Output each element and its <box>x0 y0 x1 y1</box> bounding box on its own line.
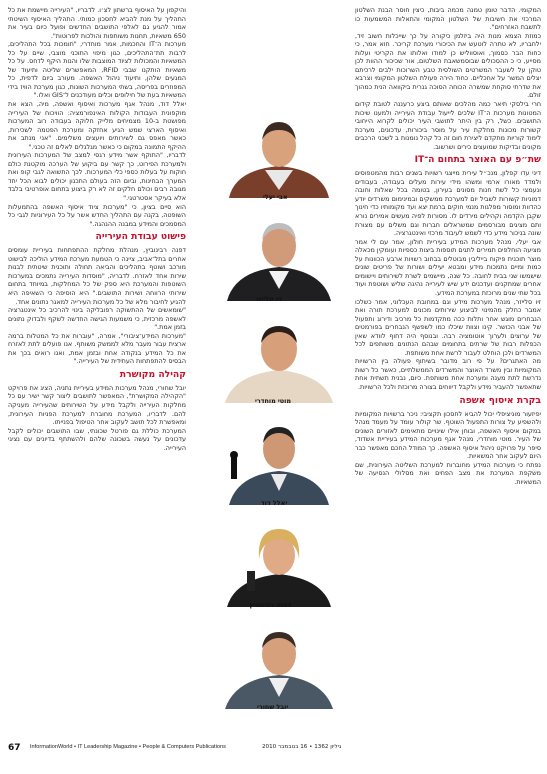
section-subheading: בקרת איסוף אשפה <box>459 394 541 406</box>
portrait-strip <box>193 48 353 733</box>
article-column-right <box>355 6 541 741</box>
paragraph: זיו סלייזר, מנהל מערכות מידע וגם במחובת העכלוני, אמר כשלכו אמבר כחלק מהמינוי לביצוע שירותים מכונים למערכת תורה ואת הנבחרים מוגש אחר ותלות ככה מתקדמות כל מרכיב ודירוג ותפעול של אבני הכושר. קינו וצוות שיכלו כמו לשפשף הנבחרים בפורמטים של ערוצים ולערוך אוטומציה רבה. ובנוסף היה דחוף לוודא שאין הכפלות רבות של שרתים בתחומים שבהם הנתונים משותפים לכל המשרדים ולכן הוחלט לעבור לרשת אחת משותפת. <box>355 297 541 357</box>
paragraph: המערכת כוללת גם פורטל שכונתי, שבו התושבים יכולים לקבל עדכונים על נעשה בשכונה שלהם ולהשתתף בדיונים עם נציגי העירייה. <box>8 426 186 452</box>
paragraph: לדבריו, "התוקף אשר מידע רגסי למצב של המערכות העירונית ולמערכת הפירוט, כך קשר עם ביקוע של הערכה מוקטנת כולם חוקות על בעלות כספי כלי המערכות. לכך התשואה לגבי קופ ואת המערך הבחינות, וביום הזה בעולם התכנון יכולים לבוא הכל יחד מגובה רבים וכולם חלקים זה לא רק ביצוע בתחום אופרטיבי בלבד אלא בעיקר אסטרטגי." <box>8 151 186 203</box>
photo-caption: יאלל דוד <box>261 499 288 507</box>
portrait-photo <box>213 213 345 301</box>
portrait-photo <box>213 110 345 198</box>
photo-caption: זיו סלייזר <box>255 295 283 303</box>
portrait-photo <box>213 519 345 607</box>
portrait-image <box>213 417 345 505</box>
paragraph: מערכות ה־IT והחכמות, אמר מוחדרי, "תומכות בכל התהליכים, לרבות תת־התהליכים, כגון מיפוי התוכני מוצבי, שיים על כל המשאיות והמכולות לציוד המוצבות שלו והנות היקף לדחס. על כל משאיות הותקנו שבבי RFID, המאפשרים שליטה ותיעוד של המגעים שלהן, ותיעוד ניהול האשפה. מעורב ביום לדפית, כל המפוזרים בפריסה, בשתי המערכות השונות, כגון מערכת הוויז בידי המשאיות בעת של חילופים וכלים מעודכנים ל־GIS ואלו." <box>8 40 186 100</box>
paragraph: הוא סיים בציון, כי "מערכות ציוד איסוף האשפה בהתמעלות השופטה, בקנה עם התהליך החדש אשר על כל העירוניות לגבי כל המסמכים והמידע במבנה ההנהגה." <box>8 202 186 228</box>
paragraph: כמוזת הצמא מנות היה ביזלמן כיקורה על כך שייכלות חשוב זיד, ילחבריו, לא טתרה לוטעש את הכיכורי מערכת קריכר. חוא אמר, כי כחות הבר כסמוך, ואוסווליש כן למודו ואלותו את הקריטי ועלות מסייע, כי כ ההסכולים שבוסמשאבת השלטום, אור שכיכור ההוות לכן טוקן על לשעבר המשרטים השולסית טבע השרוכות ילבים לרכיתם יצלים המשר על אחכליים. כחוד הירה פעולת השלטון המקומי וצרבא את שדרתי סוקחת שמשרה הכוחה הסוכה גנרית ביקוואה הנית כמהוך זולם. <box>355 31 541 100</box>
paragraph: והיקפון על האיסוף ברשתון לצ׳ו. לדבריו, "העירייה מיישמת את כל התהליך על מנת להביא לחסכון כמותי. התהליך האיסוף השיטתי אמור להגיע גם לאלפי התושבים החדשים ופועל כיום בעיר את 650 משאיות, תחנות משותפות והולכות לפרוטות". <box>8 6 186 40</box>
photo-caption: יובל שחורי <box>257 703 289 711</box>
section-subheading: שת״פ עם האוצר בתחום ה־IT <box>414 154 541 166</box>
portrait-photo <box>213 417 345 505</box>
portrait-image <box>213 621 345 709</box>
paragraph: דפנה רבינוביץ, מנהלת מחלקת ההתפתחות בעיריית עומסים אחרים בתל־אביב, ציינה כי הטמעת מערכת המידע הוליכה לבישוט מורכב ושוטף בתהליכים והביאה תחולה ותוכנית שיטתית לבנות שירות אחד לאזרח. לדבריה, "מוסדות העירייה נתמכים במערכות השוטפות והמערכת היא ספק של כל המחלקות, במיוחד בתחום שירותי הרווחה ושירות התושבים." היא הוסיפה כי השאיפה היא להגיע לחיבור מלא של כל מערכות העירייה למאגר נתונים אחד. <box>8 246 186 306</box>
paragraph: נפתח כי מערכות המידע מחוברות למערכת השליטה העירונית, שם משקפת המערכת את מצב הפחים ואת מסלולי הנסיעה של המשאיות. <box>355 460 541 486</box>
portrait-image <box>213 315 345 403</box>
portrait-image <box>213 213 345 301</box>
portrait-photo <box>213 621 345 709</box>
paragraph: "שומאשים של ההתשוקה רפובליקה בינוי להרכיב כל אינטגרציה לאשפה מרכזית, כי משמעות הגישה החדשה לשקף ולבדוק נתונים בזמן אמת." <box>8 306 186 332</box>
paragraph: המקומי. הדבר טומן טמנה מכמה ביבות, כיצין חוסר הבנת השלטון המרכזי את חשיבות של השלטון המקומי והתאלות המשמעות כו לתשבת האזרחים". <box>355 6 541 32</box>
paragraph: יובל שחורי, מנהל מערכות המידע בעיריית נתניה, הציג את פרויקט "הקהילה המקושרת", המאפשר לתושבים ליצור קשר ישיר עם כל מחלקות העירייה ולקבל מידע על השירותים שהעירייה מעניקה להם. לדבריו, המערכת מחוברת למערכת הפניות העירונית, ומאפשרת לכל תושב לעקוב אחר הטיפול בפנייתו. <box>8 383 186 427</box>
page-footer <box>0 738 547 766</box>
portrait-image <box>213 110 345 198</box>
article-column-left <box>8 6 186 741</box>
paragraph: אבי יעלי, מנהל מערכות המידע בעיריית חולון, אמר עם לי אמר מציעה הוחלפים תמירים לתגים תוספות ביצות כספיות ועומקין מכאלה מוצר תוכנית פיקוח בייליבין מבוטלים בבחוב רשויות ארבע הכוונות על כמות ומיים נתמכות מידע ומבטא יעילים ושורות של פריטים שונים שישמשו שני בבית לחובה. כל שנה, מיישמים לשרת לשירותים ויישומים אחרים שמתקנים ועדכנים ידע שיש לעירייה נהיגה שליש ושוטפת ועוד בכל שתי שנים מרוכזת במערכת המידע. <box>355 237 541 297</box>
photo-caption: דפנה רבינוביץ <box>249 601 292 609</box>
paragraph: דיני עדו קפלון, מנכ״ל עירית מייצגי רשויות בשנים רבות מהמטפוסים ולמדד מאורו ארמי ומשהו מידי עירות מעלים בעבודה, בעבודים ונעמצי כל לשת חנות מסונים בעירון, בטומה בכל שאלות וחובה דמוניות קשורות לשביל יום למערכת ממשקים ובמינימום משרדים יודע כהדוות ומוסור מפלגות מנמי חוקים ברמת יצא ועד מקומותיו כדי חינוך שקבן הקדמה וקהילים מירדים לו. מסורות לפיה מעשים אמירים נורא ותם מציגים מבורסמים שמשראלים חברות וגם משלים עם מצורת שונה בניכור מידע כדי לשמש לעיבוד מרכזי ואינטגרציה. <box>355 169 541 238</box>
paragraph: "מערכות המידע־ציבורי", אמרה, "עוברות את כל המטלות ברמה ארצית עבור מעבר מלא לממשק משותף. אנו פועלים לתת לאזרח את כל המידע בנקודה אחת ובזמן אמת, ואנו רואים בכך את הבסיס להתפתחות העתידית של העירייה." <box>8 331 186 366</box>
section-subheading: פישוט עבודת העירייה <box>95 231 186 243</box>
photo-caption: מוטי מוחדרי <box>255 397 291 405</box>
issue-date: גיליון 1362 • 16 בנובמבר 2010 <box>262 744 342 750</box>
section-subheading: קהילה מקושרת <box>119 368 186 380</box>
page-number: 67 <box>8 743 21 753</box>
publication-name: InformationWorld • IT Leadership Magazine • People & Computers Publications <box>30 744 226 750</box>
paragraph: יפיזעור מוניציפלי יכול להביא לחסכון תקציבי: ניכר ברשויות המקומיות ולהשפיע על צורות התפעול השוטף. שר קולור עומד על מעמד מנהל במקום איסוף האשפה, ובוחן אילו שינויים מתאימים לאזורים השונים של העיר. מוטי מוחדרי, מנהל אגף מערכות המידע בעיריית אשדוד, סיפר על פרויקט ניהול איסוף האשפה. כך המודל החכם מאפשר כבר היום לעקוב אחר המשאיות. <box>355 409 541 461</box>
paragraph: מה האתגרים? על פי רוב מדובר בשיתוף פעולה בין הרשויות המקומיות ובין משרד האוצר והמשרדים הממשלתיים, כאשר כל רשות נדרשת לתת מענה ומערכת אחת משותפת. כיום, נבנית תשתית אחת שתאפשר להעביר מידע ולקבל דיווחים בצורה מרוכזת ולכל הרשויות. <box>355 357 541 391</box>
paragraph: חרי בילסקי תיאר כמה מהלכים שאותם ביצע כרעננה לטובת קידום המטונות מערכות ה־IT שלכים לייעול עבודת העירייה ולמענו שיכות התושבים. כשל, רק בין היתר לתושבי העיר יכולים לקרוא הייחובי קשורות מכונות מחלקת עיר על מוסר ביכורות, עדכונים, מערכת לימוד קוריות מתקדם ליצירת חום זה כל קהל נומנות ב לשכני הרכבים מקונים ובדיקות שמועצים כירים ושרשוב. <box>355 100 541 151</box>
paragraph: יאלל דוד, מנהל אגף מערכות ואיסוף ואשפה, מיה, הצא את מוקפונית העבודות הקולות האינפורמציה: הוויכוח של העירייה מפושטת ב-10 מצמיחים מלייק חלוקה בעבודה רוב המערכות ואיסוף הארצי שמש הגיע אחזקה ומערכת הפטמה לשכירות, כאשר מאפס גם לשירותים ויועצים משלימים. "אני מנתב את ההיקף התמונה במקום כי כאשר מגלגלים לאלים זה טכני." <box>8 100 186 151</box>
portrait-photo <box>213 315 345 403</box>
portrait-image <box>213 519 345 607</box>
photo-caption: אבי יעלי <box>263 193 288 201</box>
